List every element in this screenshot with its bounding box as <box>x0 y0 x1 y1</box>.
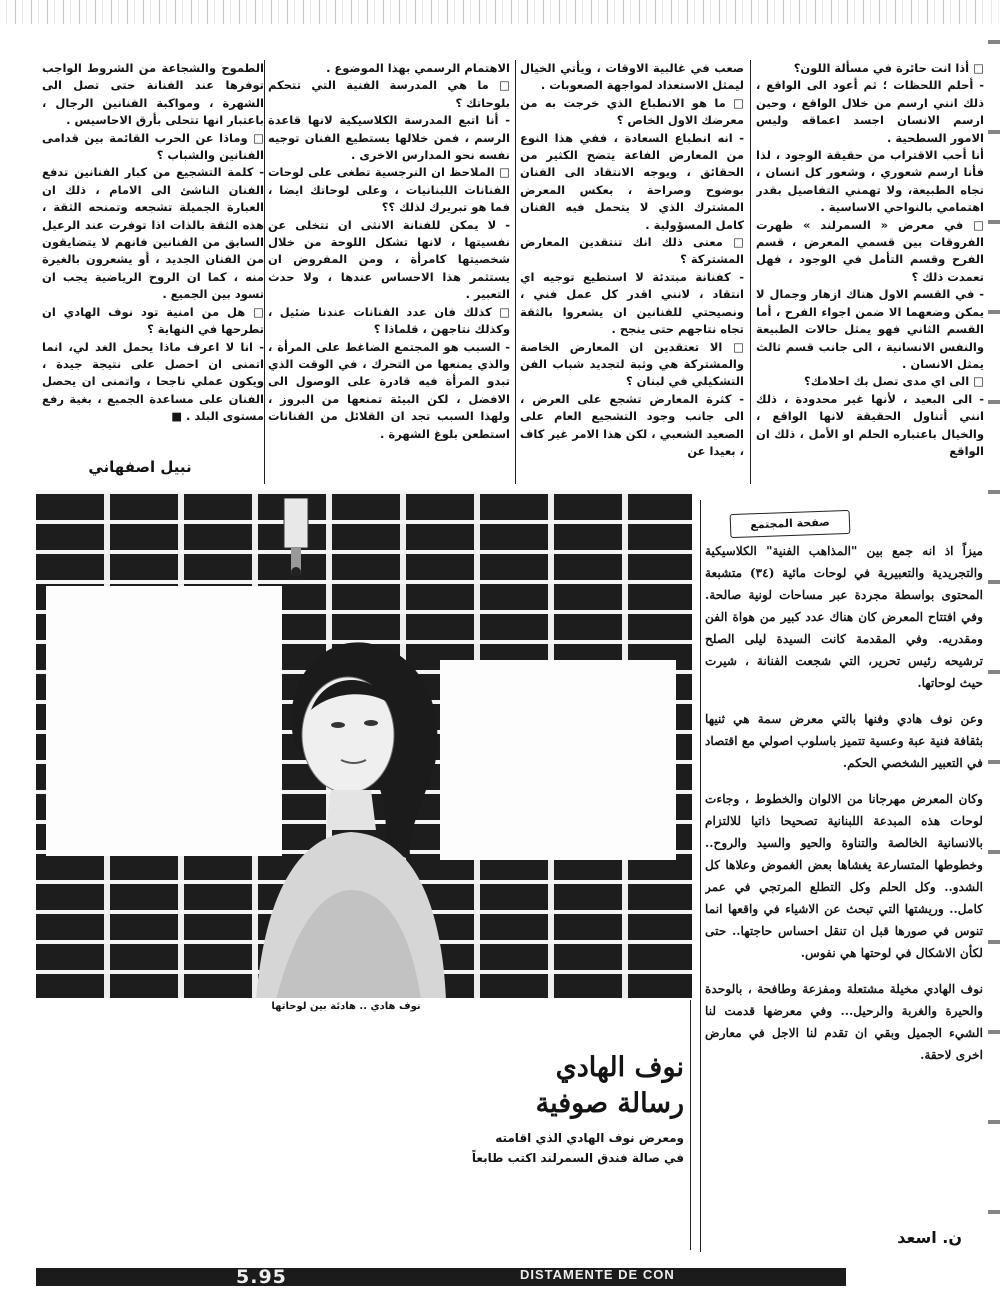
article-paragraph: وكان المعرض مهرجانا من الالوان والخطوط ، وجاءت لوحات هذه المبدعة اللبنانية تصحيحا ذاتيا للالتزام بالانسانية الخالصة والتناوة والحيو والسيد والروح.. وخطوطها المتسارعة يغشاها بعض الغموض وعلاها كل الشدو.. وكل الحلم وكل التطلع المرتجي في عمر كامل.. وريشتها التي تبحث عن الاشياء في واقعها انما تنوس في صورها قبل ان تنقل احساس حاجتها.. حتى لكأن الاشكال في لوحتها هي نفوس. <box>705 792 983 960</box>
scan-noise-top <box>0 0 1000 24</box>
lamp-icon <box>276 498 316 578</box>
column-paragraph: □ ما هو الانطباع الذي خرجت به من معرضك الاول الخاص ؟ <box>520 95 744 128</box>
painting-panel-right <box>440 660 676 860</box>
headline-subtitle-main: رسالة صوفية <box>535 1088 684 1119</box>
column-divider <box>264 60 265 484</box>
column-paragraph: □ أذا انت حائرة في مسألة اللون؟ <box>793 61 984 75</box>
headline-deck-line-1: ومعرض نوف الهادي الذي اقامته <box>495 1131 684 1145</box>
column-paragraph: - أنا اتبع المدرسة الكلاسيكية لانها قاعدة الرسم ، فمن خلالها يستطيع الفنان توجيه نفسه نحو المدارس الاخرى . <box>268 113 510 163</box>
bottom-black-strip <box>36 1268 846 1286</box>
column-divider <box>750 60 751 484</box>
column-paragraph: □ معنى ذلك انك تنتقدين المعارض المشتركة ؟ <box>520 235 744 267</box>
column-paragraph: □ الى اي مدى تصل بك احلامك؟ <box>804 374 984 389</box>
headline-deck-line-2: في صالة فندق السمرلند اكتب طابعاً <box>471 1151 684 1165</box>
column-paragraph: □ في معرض « السمرلند » ظهرت الفروقات بين قسمي المعرض ، قسم الفرح وقسم التأمل في الوجود ، فهل تعمدت ذلك ؟ <box>756 217 984 284</box>
article-frame-line <box>700 500 701 1260</box>
column-paragraph: □ الملاحظ ان النرجسية تطغى على لوحات الفنانات اللبنانيات ، وعلى لوحاتك ايضا ، فما هو تبريرك لذلك ؟؟ <box>268 165 510 215</box>
column-paragraph: الطموح والشجاعة من الشروط الواجب توفرها عند الفنانة حتى تصل الى الشهرة ، ومواكبة الفنانين الرجال ، باعتبار انها تتحلى بأرق الاحاسيس . <box>42 61 264 128</box>
article-column-3 <box>268 60 510 480</box>
column-paragraph: - أحلم اللحظات ؛ ثم أعود الى الواقع ، ذلك انني ارسم من خلال الواقع ، وحين ارسم الانسان اجسد اعماقه وليس الامور السطحية . <box>756 78 984 145</box>
article-column-1 <box>756 60 984 480</box>
column-paragraph: - لا يمكن للفنانة الانثى ان تتخلى عن نفسيتها ، لانها تشكل اللوحة من خلال شخصيتها كامرأة ، ومن المفروض ان يستثمر هذا الاحساس عندها ، ولا حدث التعبير . <box>268 217 510 302</box>
column-paragraph: □ الا تعتقدين ان المعارض الخاصة والمشتركة هي وثبة لتجديد شباب الفن التشكيلي في لبنان ؟ <box>520 339 744 389</box>
column-paragraph: - في القسم الاول هناك ازهار وجمال لا يمكن وضعهما الا ضمن اجواء الفرح ، أما القسم الثاني فهو يمثل حالات الطبيعة والنفس الانسانية ، الى جانب قسم ثالث يمثل الانسان . <box>756 287 984 371</box>
headline-title: نوف الهادي <box>555 1052 684 1083</box>
column-paragraph: - انه انطباع السعادة ، ففي هذا النوع من المعارض الفاعة يتضح الكثير من الحقائق ، ويوجه الانتقاد الى الفنان بوضوح وصراحة ، بعكس المعرض المشترك الذي لا يتحمل فيه الفنان كامل المسؤولية . <box>520 130 744 232</box>
column-paragraph: - السبب هو المجتمع الضاغط على المرأة ، والذي يمنعها من التحرك ، في الوقت الذي تبدو المرأة فيه قادرة على الوصول الى الافضل ، لكن البيئة تمنعها من البروز ، ولهذا السبب تجد ان القلائل من الفنانات استطعن بلوغ الشهرة . <box>268 339 510 441</box>
footer-stamp: DISTAMENTE DE CON <box>520 1267 675 1282</box>
column-paragraph: - كثرة المعارض تشجع على العرض ، الى جانب وجود التشجيع العام على الصعيد الشعبي ، لكن هذا الامر غير كاف ، بعيدا عن <box>520 391 744 458</box>
headline-block <box>470 1050 684 1168</box>
section-tag: صفحة المجتمع <box>730 510 851 538</box>
article-signature: ن. اسعد <box>897 1228 962 1247</box>
column-paragraph: □ ما هي المدرسة الفنية التي تتحكم بلوحاتك ؟ <box>268 78 510 110</box>
column-paragraph: □ هل من امنية تود نوف الهادي ان تطرحها في النهاية ؟ <box>42 304 264 337</box>
column-paragraph: أنا أحب الاقتراب من حقيقة الوجود ، لذا فأنا ارسم شعوري ، وشعور كل انسان ، تجاه الطبيعة، ولا تهمني التفاصيل بقدر اهتمامي بالنواحي الاساسية . <box>756 148 984 215</box>
column-paragraph: □ وماذا عن الحرب القائمة بين قدامى الفنانين والشباب ؟ <box>42 130 264 163</box>
article-paragraph: نوف الهادي مخيلة مشتعلة ومفزعة وطافحة ، بالوحدة والحيرة والغربة والرحيل... وفي معرضها قدمت لنا الشيء الجميل وبقي ان تقدم لنا الاجل في معارض اخرى لاحقة. <box>705 982 983 1062</box>
artist-photo <box>36 490 692 998</box>
column-paragraph: الاهتمام الرسمي بهذا الموضوع . <box>326 61 510 75</box>
photo-caption: نوف هادي .. هادئة بين لوحاتها <box>271 1001 421 1012</box>
scan-noise-bottom <box>0 1252 1000 1294</box>
article-column-4 <box>42 60 264 450</box>
author-byline: نبيل اصفهاني <box>88 458 192 476</box>
article-column-2 <box>520 60 744 480</box>
column-paragraph: □ كذلك فان عدد الفنانات عندنا ضئيل ، وكذلك نتاجهن ، قلماذا ؟ <box>268 304 510 337</box>
column-paragraph: - الى البعيد ، لأنها غير محدودة ، ذلك انني أتناول الحقيقة لانها الواقع ، والخيال باعتباره الحلم او الأمل ، ذلك ان الواقع <box>756 391 984 458</box>
scan-noise-right <box>988 0 1000 1294</box>
column-paragraph: صعب في غالبية الاوقات ، ويأتي الخيال ليمثل الاستعداد لمواجهة الصعوبات . <box>520 61 744 93</box>
article-frame-line <box>690 1000 691 1250</box>
column-divider <box>515 60 516 484</box>
article-paragraph: ميزاً اذ انه جمع بين "المذاهب الفنية" الكلاسيكية والتجريدية والتعبيرية في لوحات مائية (٣٤) متشبعة المحتوى بواسطة مجردة عبر مساحات لونية صالحة. وفي افتتاح المعرض كان هناك عدد كبير من هواة الفن ومقدريه. وفي المقدمة كانت السيدة ليلى الصلح ترشيحه رئيس تحرير، التي شجعت الفنانة ، شيرت حيث لوحاتها. <box>705 544 983 690</box>
column-paragraph: - انا لا اعرف ماذا يحمل الغد لي، انما اتمنى ان احصل على نتيجة جيدة ، ويكون عملي ناجحا ، واتمنى ان يحصل الفنان على مساعدة الجميع ، بغية رفع مستوى البلد . ■ <box>42 339 264 424</box>
woman-portrait <box>236 600 456 998</box>
side-article-body <box>705 540 983 1246</box>
page-number: 5.95 <box>236 1266 287 1288</box>
column-paragraph: - كلمة التشجيع من كبار الفنانين تدفع الفنان الناشئ الى الامام ، ذلك ان العبارة الجميلة تشجعه وتمنحه الثقة ، هذه الثقة بالذات اذا توفرت عند الرعيل السابق من الفنانين فانهم لا يتضايقون من الفنان الجديد ، أو يشعرون بالغيرة منه ، كما ان الروح الرياضية يجب ان تسود بين الجميع . <box>42 165 264 302</box>
column-paragraph: - كفنانة مبتدئة لا استطيع توجيه اي انتقاد ، لانني اقدر كل عمل فني ، ونصيحتي للفنانين ان يشعروا بالثقة تجاه نتاجهم حتى ينجح . <box>520 269 744 337</box>
article-paragraph: وعن نوف هادي وفنها بالتي معرض سمة هي ثنيها بثقافة فنية عبة وعسية تتميز باسلوب اصولي مع اقتصاد في التعبير الشخصي الحكم. <box>705 712 983 770</box>
